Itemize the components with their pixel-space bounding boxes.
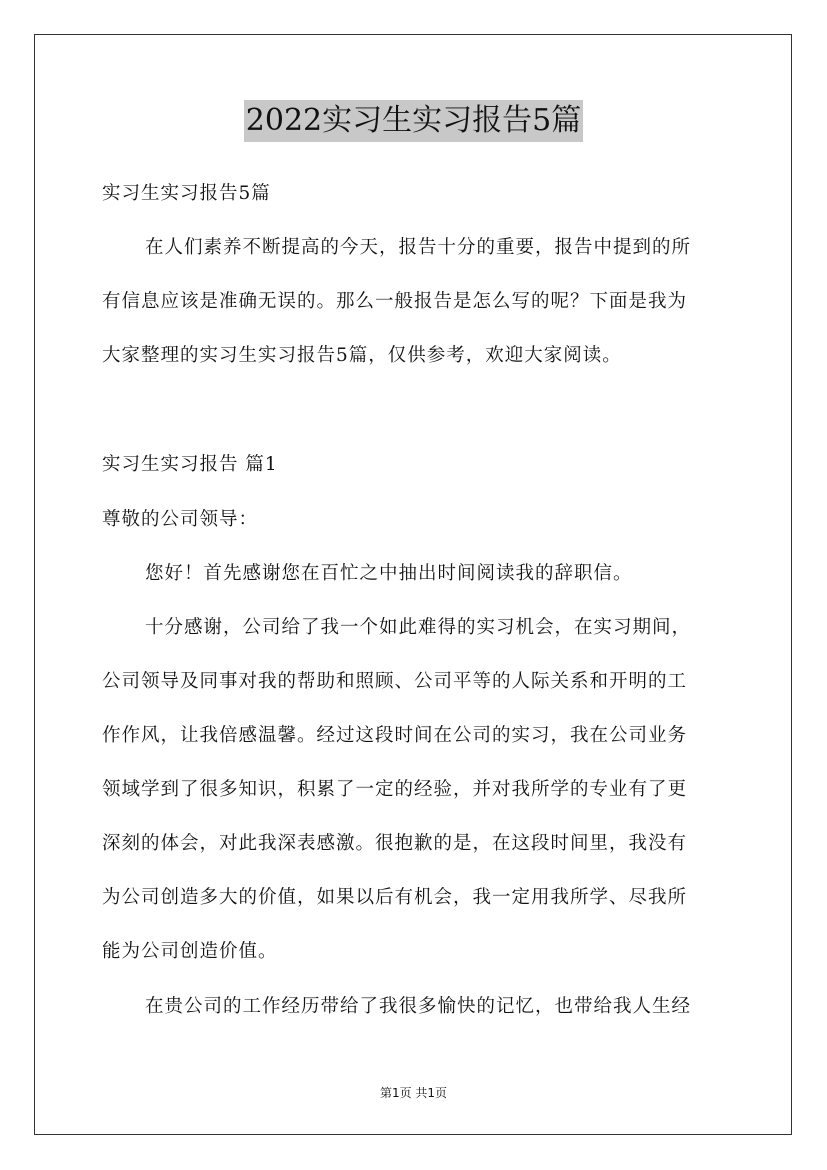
paragraph-line: 深刻的体会，对此我深表感激。很抱歉的是，在这段时间里，我没有 <box>102 833 688 854</box>
salutation-line: 尊敬的公司领导： <box>102 509 259 530</box>
paragraph-line: 为公司创造多大的价值，如果以后有机会，我一定用我所学、尽我所 <box>102 887 688 908</box>
paragraph-line: 您好！首先感谢您在百忙之中抽出时间阅读我的辞职信。 <box>145 563 633 584</box>
page-footer: 第1页 共1页 <box>379 1086 448 1100</box>
paragraph-line: 在人们素养不断提高的今天，报告十分的重要，报告中提到的所 <box>145 237 692 258</box>
paragraph-line: 作作风，让我倍感温馨。经过这段时间在公司的实习，我在公司业务 <box>102 725 688 746</box>
subtitle-line: 实习生实习报告5篇 <box>102 183 271 204</box>
section-heading: 实习生实习报告 篇1 <box>102 454 278 475</box>
paragraph-line: 十分感谢，公司给了我一个如此难得的实习机会，在实习期间， <box>145 617 692 638</box>
paragraph-line: 公司领导及同事对我的帮助和照顾、公司平等的人际关系和开明的工 <box>102 671 688 692</box>
paragraph-line: 领域学到了很多知识，积累了一定的经验，并对我所学的专业有了更 <box>102 779 688 800</box>
document-title: 2022实习生实习报告5篇 <box>244 100 583 142</box>
title-wrap <box>0 100 827 142</box>
paragraph-line: 能为公司创造价值。 <box>102 941 278 962</box>
paragraph-line: 在贵公司的工作经历带给了我很多愉快的记忆，也带给我人生经 <box>145 996 692 1017</box>
paragraph-line: 有信息应该是准确无误的。那么一般报告是怎么写的呢？下面是我为 <box>102 291 688 312</box>
paragraph-line: 大家整理的实习生实习报告5篇，仅供参考，欢迎大家阅读。 <box>102 345 622 366</box>
